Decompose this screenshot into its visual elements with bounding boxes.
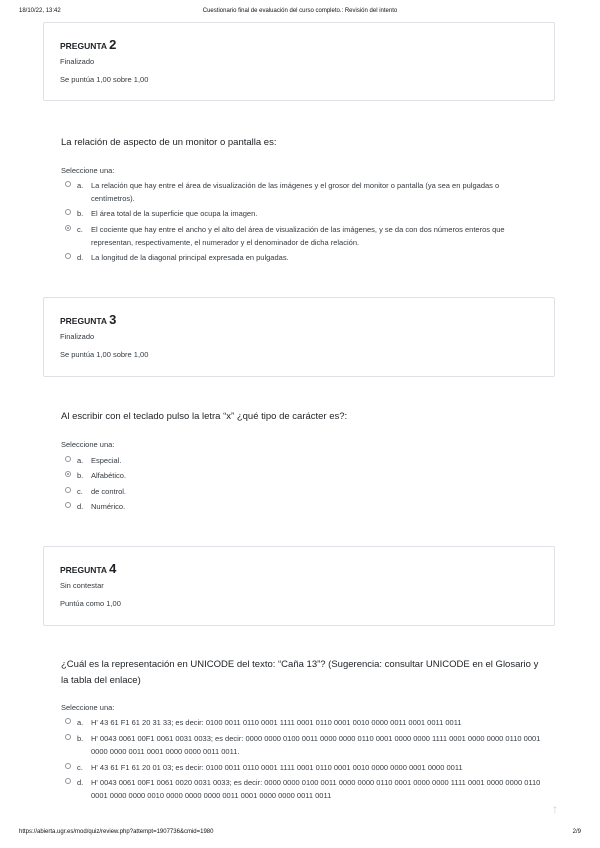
question-state: Finalizado (60, 332, 95, 341)
question-number: PREGUNTA 4 (60, 561, 117, 576)
answer-option-b[interactable]: b. H' 0043 0061 00F1 0061 0031 0033; es decir: 0000 0000 0100 0011 0000 0000 0110 0001 0000 0000 1111 0001 0000 0000 0110 0001 0000 0000 0011 0001 0000 0000 0011 0011. (65, 732, 545, 758)
question-info-2 (43, 22, 555, 101)
radio-button-selected[interactable] (65, 225, 71, 231)
answer-option-c[interactable]: c. El cociente que hay entre el ancho y el alto del área de visualización de las imágenes, y se da con dos números enteros que representan, respectivamente, el numerador y el denominador de dicha relación. (65, 223, 545, 249)
print-page-number: 2/9 (572, 829, 581, 835)
back-to-top-arrow-icon[interactable]: ↑ (552, 802, 558, 816)
radio-button[interactable] (65, 718, 71, 724)
radio-button[interactable] (65, 778, 71, 784)
answer-option-a[interactable]: a. Especial. (65, 454, 545, 467)
question-state: Finalizado (60, 57, 95, 66)
answer-option-b[interactable]: b. El área total de la superficie que ocupa la imagen. (65, 207, 545, 220)
question-number: PREGUNTA 2 (60, 37, 117, 52)
print-datetime: 18/10/22, 13:42 (19, 8, 61, 14)
radio-button[interactable] (65, 253, 71, 259)
question-grade: Se puntúa 1,00 sobre 1,00 (60, 75, 149, 84)
answer-option-a[interactable]: a. H' 43 61 F1 61 20 31 33; es decir: 0100 0011 0110 0001 1111 0001 0110 0001 0010 0000 0011 0001 0011 0011 (65, 716, 545, 729)
radio-button[interactable] (65, 734, 71, 740)
answer-option-d[interactable]: d. H' 0043 0061 00F1 0061 0020 0031 0033; es decir: 0000 0000 0100 0011 0000 0000 0110 0001 0000 0000 1111 0001 0000 0000 0110 0001 0000 0000 0010 0000 0000 0000 0011 0001 0000 0000 0011 0011 (65, 776, 545, 802)
question-grade: Se puntúa 1,00 sobre 1,00 (60, 350, 149, 359)
radio-button[interactable] (65, 502, 71, 508)
radio-button[interactable] (65, 209, 71, 215)
radio-button[interactable] (65, 763, 71, 769)
question-info-4 (43, 546, 555, 626)
answer-option-d[interactable]: d. Numérico. (65, 500, 545, 513)
question-number: PREGUNTA 3 (60, 312, 117, 327)
select-one-label: Seleccione una: (61, 440, 115, 449)
select-one-label: Seleccione una: (61, 703, 115, 712)
question-text-4: ¿Cuál es la representación en UNICODE del texto: “Caña 13”? (Sugerencia: consultar UNICODE en el Glosario y la tabla del enlace) (61, 659, 539, 686)
radio-button[interactable] (65, 181, 71, 187)
radio-button[interactable] (65, 487, 71, 493)
answer-option-d[interactable]: d. La longitud de la diagonal principal expresada en pulgadas. (65, 251, 545, 264)
question-text-2: La relación de aspecto de un monitor o pantalla es: (61, 137, 277, 148)
question-info-3 (43, 297, 555, 377)
answer-option-a[interactable]: a. La relación que hay entre el área de visualización de las imágenes y el grosor del monitor o pantalla (ya sea en pulgadas o centímetros). (65, 179, 545, 205)
print-url: https://abierta.ugr.es/mod/quiz/review.php?attempt=1907736&cmid=1980 (19, 829, 214, 835)
question-grade: Puntúa como 1,00 (60, 599, 121, 608)
answer-option-b[interactable]: b. Alfabético. (65, 469, 545, 482)
radio-button[interactable] (65, 456, 71, 462)
answer-option-c[interactable]: c. de control. (65, 485, 545, 498)
radio-button-selected[interactable] (65, 471, 71, 477)
answer-option-c[interactable]: c. H' 43 61 F1 61 20 01 03; es decir: 0100 0011 0110 0001 1111 0001 0110 0001 0010 0000 0000 0001 0000 0011 (65, 761, 545, 774)
select-one-label: Seleccione una: (61, 166, 115, 175)
print-title: Cuestionario final de evaluación del curso completo.: Revisión del intento (202, 8, 398, 14)
question-text-3: Al escribir con el teclado pulso la letra “x” ¿qué tipo de carácter es?: (61, 411, 348, 422)
question-state: Sin contestar (60, 581, 104, 590)
